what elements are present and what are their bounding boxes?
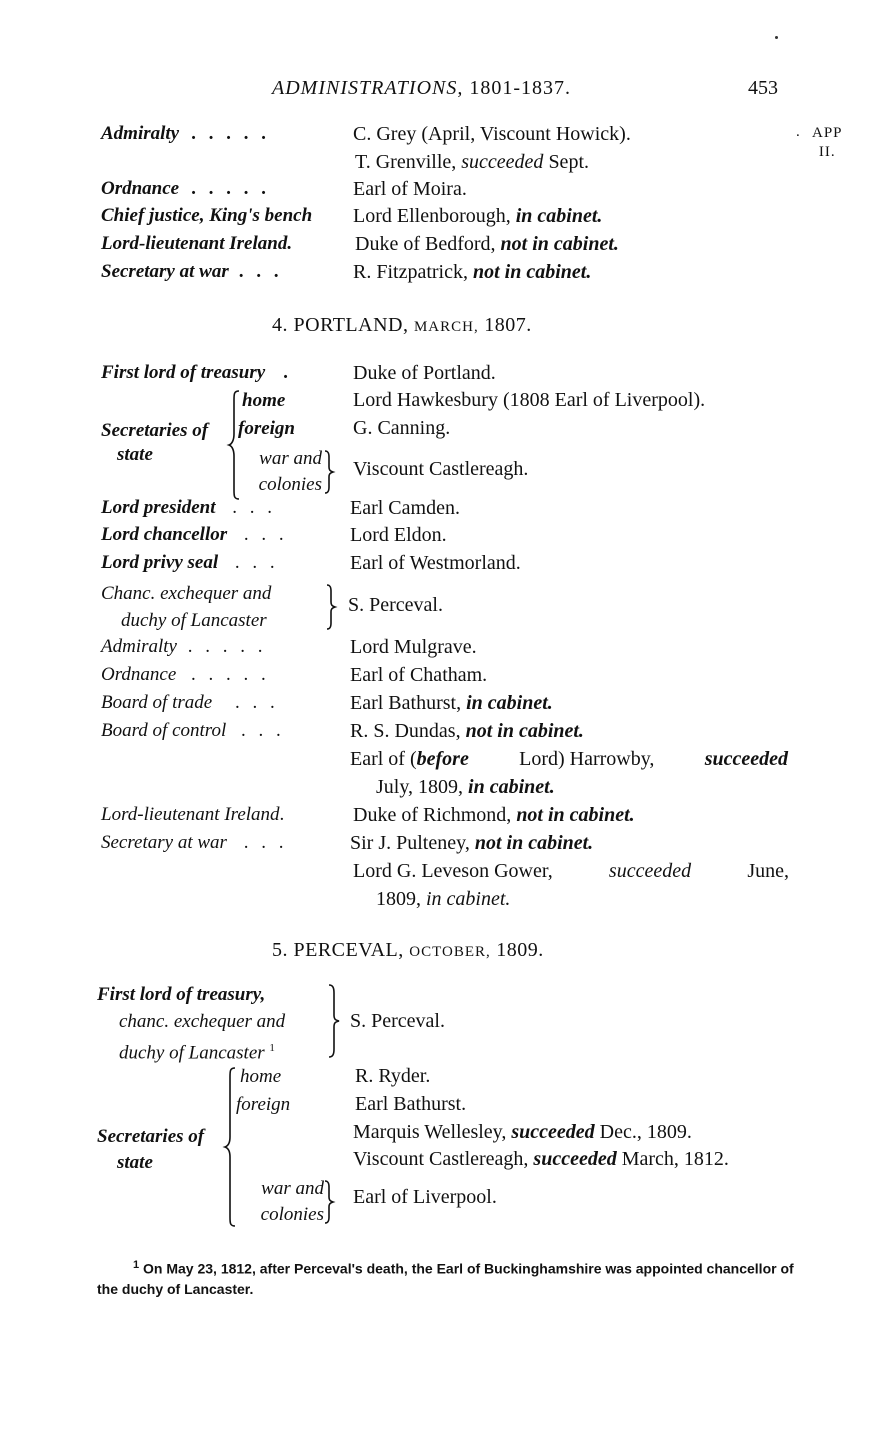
first-lord-line2: chanc. exchequer and xyxy=(119,1011,286,1032)
footnote-mark: 1 xyxy=(133,1259,140,1271)
office-foreign-1807: foreign xyxy=(238,418,295,439)
office-lord-lieutenant-1807 xyxy=(101,804,284,826)
leader-dots: . . . . . xyxy=(191,664,270,685)
office-ordnance-1806 xyxy=(101,178,271,200)
leader-dots: . . . xyxy=(241,720,285,741)
holder-richmond xyxy=(353,804,635,827)
running-title-text: ADMINISTRATIONS, xyxy=(272,77,464,99)
holder-grenville xyxy=(355,151,589,174)
leader-dots: . xyxy=(279,804,285,825)
office-war-colonies-1807 xyxy=(240,446,322,498)
right-brace-war-1807 xyxy=(324,450,334,494)
castlereagh-name: Viscount Castlereagh, xyxy=(353,1148,529,1170)
holder-harrowby-line1 xyxy=(350,748,788,771)
first-lord-line3-text: duchy of Lancaster xyxy=(119,1042,265,1064)
leader-dots: . . . . . xyxy=(191,178,271,199)
leader-dots: . . . . . xyxy=(191,123,271,144)
holder-note: not in cabinet. xyxy=(465,720,584,742)
holder-hawkesbury: Lord Hawkesbury (1808 Earl of Liverpool). xyxy=(353,389,706,411)
holder-westmorland: Earl of Westmorland. xyxy=(350,552,521,574)
holder-bathurst-1807 xyxy=(350,692,553,715)
appendix-side-label xyxy=(812,124,843,162)
side-label-dot: . xyxy=(796,124,800,140)
section-month: OCTOBER, xyxy=(409,944,491,960)
war-line1: war and xyxy=(261,1178,324,1199)
holder-note: not in cabinet. xyxy=(474,832,594,854)
gower-succeeded: succeeded xyxy=(608,860,692,882)
office-label: Lord privy seal xyxy=(101,552,219,573)
harrowby-date: July, 1809, xyxy=(376,776,464,798)
ink-speck xyxy=(775,36,778,39)
office-label: Lord-lieutenant Ireland xyxy=(101,233,288,254)
holder-note: not in cabinet. xyxy=(500,233,619,255)
holder-grey: C. Grey (April, Viscount Howick). xyxy=(353,123,631,145)
section-month: MARCH, xyxy=(413,319,479,335)
harrowby-earl-text: Earl of ( xyxy=(350,748,417,770)
section-number: 4. xyxy=(272,314,288,336)
office-label: Secretary at war xyxy=(101,832,227,853)
office-board-of-control xyxy=(101,720,285,742)
leader-dots: . . . xyxy=(232,497,277,518)
footnote xyxy=(97,1255,797,1299)
holder-name: R. Fitzpatrick, xyxy=(353,261,468,283)
war-line1: war and xyxy=(259,448,322,469)
office-war-colonies-1809 xyxy=(236,1176,324,1228)
holder-gower-line1 xyxy=(353,860,789,883)
holder-note: succeeded xyxy=(461,151,544,173)
castlereagh-date: March, 1812. xyxy=(621,1148,729,1170)
leader-dots: . . . xyxy=(239,261,284,282)
wellesley-date: Dec., 1809. xyxy=(599,1121,692,1143)
holder-castlereagh-1807: Viscount Castlereagh. xyxy=(353,458,529,480)
gower-month: June, xyxy=(747,860,789,882)
office-label: Lord president xyxy=(101,497,216,518)
section-heading-portland xyxy=(272,314,532,337)
section-name: PERCEVAL, xyxy=(293,939,404,961)
office-secretary-at-war-1807 xyxy=(101,832,287,854)
holder-name: Duke of Bedford, xyxy=(355,233,496,255)
office-foreign-1809: foreign xyxy=(236,1094,291,1115)
gower-date: 1809, xyxy=(376,888,421,910)
harrowby-succeeded: succeeded xyxy=(704,748,788,770)
holder-dundas xyxy=(350,720,584,743)
harrowby-earl xyxy=(350,748,469,771)
secretaries-label-1809 xyxy=(97,1124,204,1176)
holder-moira: Earl of Moira. xyxy=(353,178,467,200)
office-first-lord-1807 xyxy=(101,362,289,384)
section-heading-perceval xyxy=(272,939,544,962)
gower-name: Lord G. Leveson Gower, xyxy=(353,860,553,882)
office-label: Admiralty xyxy=(101,123,180,144)
leader-dots: . xyxy=(283,362,289,383)
holder-note: in cabinet. xyxy=(515,205,603,227)
office-admiralty-1806 xyxy=(101,123,271,145)
right-brace-chancellor-1807 xyxy=(326,584,336,630)
office-secretary-at-war-1806 xyxy=(101,261,283,283)
holder-name: R. S. Dundas, xyxy=(350,720,461,742)
holder-name: Sir J. Pulteney, xyxy=(350,832,470,854)
office-home-1809: home xyxy=(240,1066,282,1087)
holder-note: in cabinet. xyxy=(466,692,553,714)
office-chancellor-exchequer-1807 xyxy=(101,580,271,634)
office-admiralty-1807 xyxy=(101,636,267,658)
running-title xyxy=(272,77,571,100)
holder-eldon: Lord Eldon. xyxy=(350,524,447,546)
holder-liverpool-1809: Earl of Liverpool. xyxy=(353,1186,497,1208)
holder-gower-line2 xyxy=(376,888,510,911)
footnote-ref: 1 xyxy=(269,1042,275,1054)
right-brace-first-lord-1809 xyxy=(328,984,340,1058)
holder-name: Lord Ellenborough, xyxy=(353,205,511,227)
right-brace-war-1809 xyxy=(324,1180,334,1224)
office-lord-chancellor xyxy=(101,524,288,546)
leader-dots: . . . xyxy=(234,552,279,573)
secretaries-label-1807 xyxy=(101,419,208,467)
holder-wellesley xyxy=(353,1121,692,1144)
first-lord-line3 xyxy=(97,1035,285,1066)
first-lord-line1: First lord of treasury, xyxy=(97,984,266,1005)
side-label-line1: APP xyxy=(812,125,843,141)
leader-dots: . . . xyxy=(234,692,279,713)
office-label: Lord-lieutenant Ireland xyxy=(101,804,280,825)
office-first-lord-1809 xyxy=(97,981,285,1066)
holder-mulgrave: Lord Mulgrave. xyxy=(350,636,477,658)
office-label: Board of trade xyxy=(101,692,213,713)
office-label: Board of control xyxy=(101,720,227,741)
castlereagh-succeeded: succeeded xyxy=(533,1148,617,1170)
office-lord-president xyxy=(101,497,276,519)
office-lord-lieutenant-1806 xyxy=(101,233,292,255)
secretaries-label-line2: state xyxy=(117,1152,153,1173)
leader-dots: . xyxy=(287,233,293,254)
office-chief-justice: Chief justice, King's bench xyxy=(101,205,313,226)
leader-dots: . . . . . xyxy=(187,636,267,657)
holder-portland: Duke of Portland. xyxy=(353,362,496,384)
running-title-years: 1801-1837. xyxy=(469,77,572,99)
holder-chatham: Earl of Chatham. xyxy=(350,664,488,686)
holder-perceval-1807: S. Perceval. xyxy=(348,594,443,616)
section-year: 1809. xyxy=(496,939,544,961)
chancellor-line2: duchy of Lancaster xyxy=(121,610,267,631)
secretaries-label-line2: state xyxy=(117,444,153,465)
holder-fitzpatrick xyxy=(353,261,591,284)
section-year: 1807. xyxy=(484,314,532,336)
page-number: 453 xyxy=(748,77,778,99)
holder-camden: Earl Camden. xyxy=(350,497,460,519)
holder-bedford xyxy=(355,233,619,256)
holder-ellenborough xyxy=(353,205,602,228)
left-brace-secretaries-1809 xyxy=(224,1067,236,1227)
section-number: 5. xyxy=(272,939,288,961)
wellesley-succeeded: succeeded xyxy=(511,1121,595,1143)
left-brace-secretaries-1807 xyxy=(228,390,240,500)
office-label: First lord of treasury xyxy=(101,362,266,383)
harrowby-note: in cabinet. xyxy=(468,776,555,798)
holder-note: not in cabinet. xyxy=(472,261,592,283)
secretaries-label-line1: Secretaries of xyxy=(97,1126,205,1147)
leader-dots: . . . xyxy=(243,832,288,853)
holder-name: Duke of Richmond, xyxy=(353,804,512,826)
holder-pulteney xyxy=(350,832,593,855)
leader-dots: . . . xyxy=(243,524,288,545)
office-home-1807: home xyxy=(242,390,286,411)
wellesley-name: Marquis Wellesley, xyxy=(353,1121,507,1143)
secretaries-label-line1: Secretaries of xyxy=(101,420,209,441)
office-ordnance-1807 xyxy=(101,664,270,686)
war-line2: colonies xyxy=(258,474,322,495)
holder-after: Sept. xyxy=(548,151,589,173)
chancellor-line1: Chanc. exchequer and xyxy=(101,583,272,604)
office-board-of-trade xyxy=(101,692,279,714)
gower-note: in cabinet. xyxy=(426,888,511,910)
office-label: Ordnance xyxy=(101,178,180,199)
harrowby-before: before xyxy=(416,748,469,770)
holder-castlereagh-1812 xyxy=(353,1148,729,1171)
harrowby-name: Lord) Harrowby, xyxy=(519,748,655,770)
section-name: PORTLAND, xyxy=(293,314,409,336)
holder-harrowby-line2 xyxy=(376,776,555,799)
holder-name: Earl Bathurst, xyxy=(350,692,462,714)
office-label: Lord chancellor xyxy=(101,524,228,545)
holder-note: not in cabinet. xyxy=(516,804,635,826)
holder-bathurst-1809: Earl Bathurst. xyxy=(355,1093,467,1115)
holder-name: T. Grenville, xyxy=(355,151,457,173)
holder-ryder: R. Ryder. xyxy=(355,1065,431,1087)
side-label-line2: II. xyxy=(818,144,836,160)
holder-canning: G. Canning. xyxy=(353,417,451,439)
office-label: Ordnance xyxy=(101,664,177,685)
war-line2: colonies xyxy=(260,1204,324,1225)
office-lord-privy-seal xyxy=(101,552,279,574)
holder-perceval-1809: S. Perceval. xyxy=(350,1010,445,1032)
office-label: Secretary at war xyxy=(101,261,229,282)
office-label: Admiralty xyxy=(101,636,177,657)
footnote-text: On May 23, 1812, after Perceval's death, the Earl of Buckinghamshire was appointed chancellor of the duchy of Lancaster. xyxy=(97,1260,794,1297)
